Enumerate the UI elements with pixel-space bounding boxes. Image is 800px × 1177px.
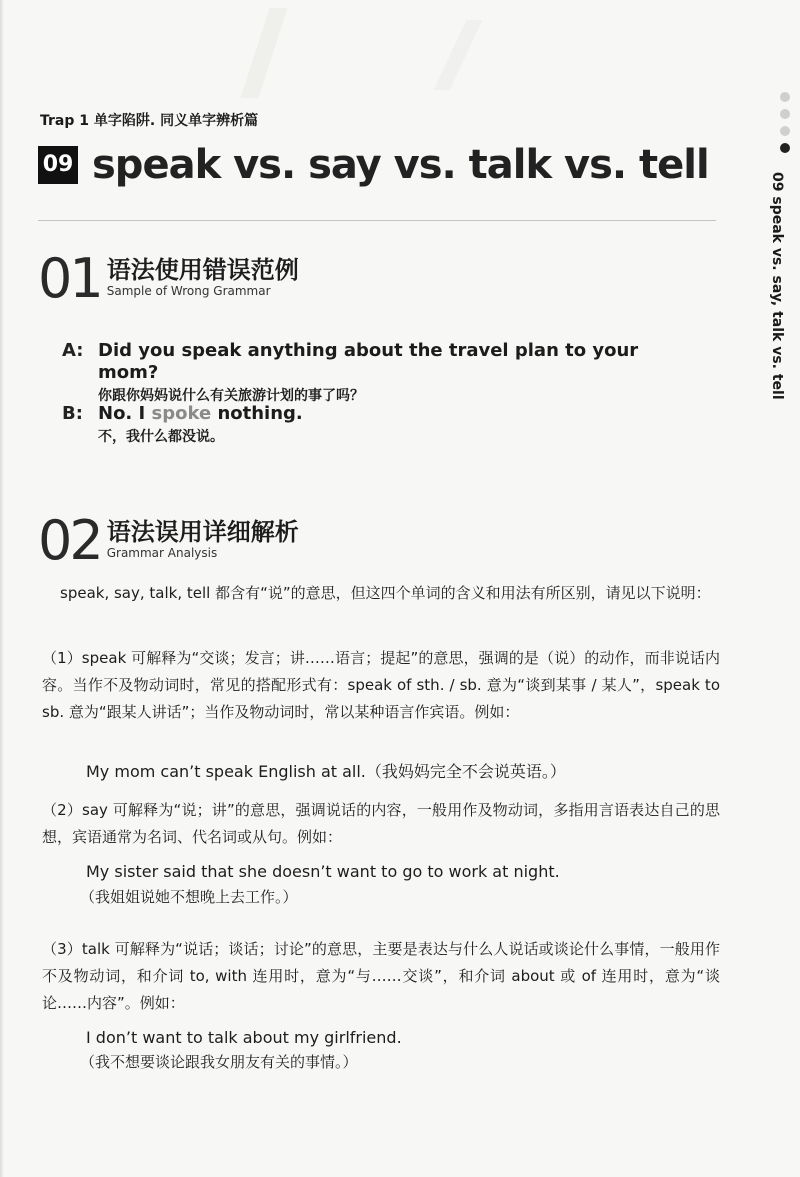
dialog-line-b <box>62 403 702 449</box>
header-divider <box>38 220 716 221</box>
section-header-1 <box>38 247 299 310</box>
example-translation-3: （我不想要谈论跟我女朋友有关的事情。） <box>80 1053 358 1071</box>
progress-dot-icon <box>780 126 790 136</box>
side-progress-dots <box>778 92 792 160</box>
chapter-header <box>38 142 709 188</box>
section-subtitle: Sample of Wrong Grammar <box>106 284 271 298</box>
dialog-chinese: 你跟你妈妈说什么有关旅游计划的事了吗？ <box>98 388 364 404</box>
point-paragraph-3: （3）talk 可解释为“说话；谈话；讨论”的意思，主要是表达与什么人说话或谈论什么事情，一般用作不及物动词，和介词 to, with 连用时，意为“与……交谈”，和介词 about 或 of 连用时，意为“谈论……内容”。例如： <box>42 940 720 1012</box>
section-number: 02 <box>38 509 101 572</box>
example-sentence-2: My sister said that she doesn’t want to go to work at night. <box>86 862 560 881</box>
example-sentence-1: My mom can’t speak English at all.（我妈妈完全不会说英语。） <box>86 762 566 781</box>
dialog-chinese: 不，我什么都没说。 <box>98 429 224 445</box>
progress-dot-icon <box>780 109 790 119</box>
dialog-text: nothing. <box>211 403 303 424</box>
dialog-english: Did you speak anything about the travel plan to your mom? <box>98 340 639 383</box>
chapter-title: speak vs. say vs. talk vs. tell <box>92 142 709 188</box>
section-title: 语法误用详细解析 <box>106 518 299 546</box>
intro-paragraph: speak, say, talk, tell 都含有“说”的意思，但这四个单词的含义和用法有所区别，请见以下说明： <box>60 584 711 602</box>
page-edge-shadow <box>0 0 4 1177</box>
progress-dot-active-icon <box>780 143 790 153</box>
dialog-english <box>98 403 702 425</box>
breadcrumb: Trap 1 单字陷阱. 同义单字辨析篇 <box>40 113 259 129</box>
speaker-label: A: <box>62 340 84 361</box>
dialog-text: No. I <box>98 403 152 424</box>
error-highlight: spoke <box>151 403 212 424</box>
dialog-line-a <box>62 340 702 408</box>
side-tab-label: 09 speak vs. say, talk vs. tell <box>769 172 785 400</box>
section-header-2 <box>38 509 299 572</box>
example-translation-2: （我姐姐说她不想晚上去工作。） <box>80 888 298 906</box>
section-subtitle: Grammar Analysis <box>106 546 218 560</box>
progress-dot-icon <box>780 92 790 102</box>
speaker-label: B: <box>62 403 83 424</box>
example-sentence-3: I don’t want to talk about my girlfriend. <box>86 1028 402 1047</box>
chapter-number-badge: 09 <box>38 146 78 184</box>
section-title: 语法使用错误范例 <box>106 256 299 284</box>
section-number: 01 <box>38 247 101 310</box>
point-paragraph-2: （2）say 可解释为“说；讲”的意思，强调说话的内容，一般用作及物动词，多指用言语表达自己的思想，宾语通常为名词、代名词或从句。例如： <box>42 801 720 846</box>
point-paragraph-1: （1）speak 可解释为“交谈；发言；讲……语言；提起”的意思，强调的是（说）的动作，而非说话内容。当作不及物动词时，常见的搭配形式有：speak of sth. / sb. 意为“谈到某事 / 某人”，speak to sb. 意为“跟某人讲话”；当作及物动词时，常以某种语言作宾语。例如： <box>42 649 720 721</box>
